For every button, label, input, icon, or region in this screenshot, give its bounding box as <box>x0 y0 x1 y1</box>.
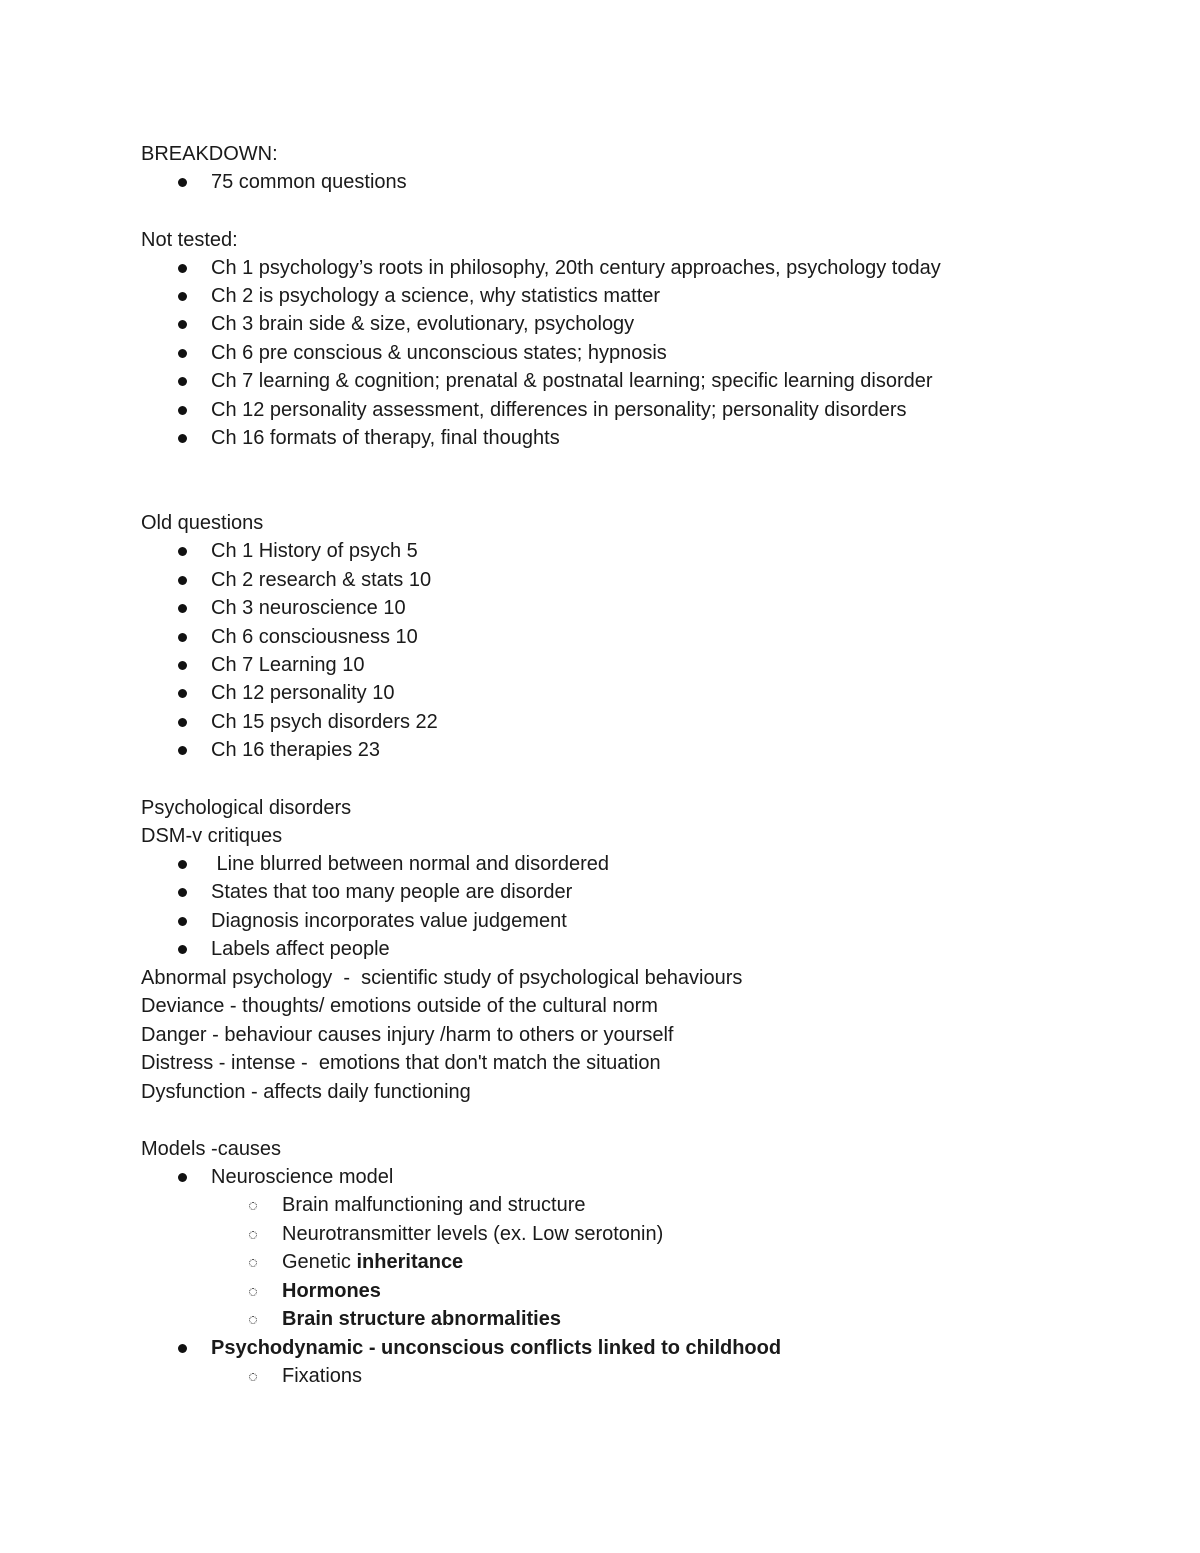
dsm-critiques-heading: DSM-v critiques <box>141 825 283 847</box>
hollow-bullet-icon <box>249 1231 257 1239</box>
list-item: Ch 7 Learning 10 <box>211 654 365 676</box>
sub-list-item: Brain structure abnormalities <box>282 1308 561 1330</box>
list-item: Neuroscience model <box>211 1166 394 1188</box>
list-item: Labels affect people <box>211 938 390 960</box>
bullet-icon <box>178 718 187 727</box>
list-item: Diagnosis incorporates value judgement <box>211 910 567 932</box>
sub-list-item <box>282 1248 463 1276</box>
list-item: Ch 12 personality assessment, differences in personality; personality disorders <box>211 399 907 421</box>
list-item: Psychodynamic - unconscious conflicts linked to childhood <box>211 1337 782 1359</box>
definition-line: Abnormal psychology - scientific study of psychological behaviours <box>141 967 743 989</box>
bullet-icon <box>178 377 187 386</box>
list-item: Ch 2 research & stats 10 <box>211 569 432 591</box>
bullet-icon <box>178 689 187 698</box>
bullet-icon <box>178 349 187 358</box>
bullet-icon <box>178 547 187 556</box>
sub-list-item: Neurotransmitter levels (ex. Low serotonin) <box>282 1223 664 1245</box>
list-item: Ch 3 neuroscience 10 <box>211 597 406 619</box>
not-tested-heading: Not tested: <box>141 229 238 251</box>
bullet-icon <box>178 406 187 415</box>
list-item: Ch 6 consciousness 10 <box>211 626 418 648</box>
list-item: Ch 12 personality 10 <box>211 682 395 704</box>
sub-list-item: Brain malfunctioning and structure <box>282 1194 586 1216</box>
hollow-bullet-icon <box>249 1202 257 1210</box>
list-item: Ch 1 History of psych 5 <box>211 540 418 562</box>
definition-line: Dysfunction - affects daily functioning <box>141 1081 471 1103</box>
bullet-icon <box>178 1173 187 1182</box>
bullet-icon <box>178 604 187 613</box>
breakdown-heading: BREAKDOWN: <box>141 143 278 165</box>
definition-line: Distress - intense - emotions that don't match the situation <box>141 1052 661 1074</box>
hollow-bullet-icon <box>249 1288 257 1296</box>
definition-line: Deviance - thoughts/ emotions outside of the cultural norm <box>141 995 658 1017</box>
bullet-icon <box>178 746 187 755</box>
list-item: Line blurred between normal and disordered <box>211 853 610 875</box>
bullet-icon <box>178 661 187 670</box>
bullet-icon <box>178 945 187 954</box>
hollow-bullet-icon <box>249 1373 257 1381</box>
bullet-icon <box>178 1344 187 1353</box>
list-item: States that too many people are disorder <box>211 881 573 903</box>
list-item: Ch 6 pre conscious & unconscious states; hypnosis <box>211 342 667 364</box>
list-item: Ch 15 psych disorders 22 <box>211 711 438 733</box>
bullet-icon <box>178 576 187 585</box>
bullet-icon <box>178 633 187 642</box>
sub-list-item: Hormones <box>282 1280 381 1302</box>
bullet-icon <box>178 917 187 926</box>
genetic-label: Genetic <box>282 1251 357 1273</box>
bullet-icon <box>178 320 187 329</box>
hollow-bullet-icon <box>249 1316 257 1324</box>
list-item: Ch 16 formats of therapy, final thoughts <box>211 427 560 449</box>
bullet-icon <box>178 434 187 443</box>
bullet-icon <box>178 178 187 187</box>
bullet-icon <box>178 888 187 897</box>
list-item: Ch 16 therapies 23 <box>211 739 381 761</box>
bullet-icon <box>178 860 187 869</box>
list-item: Ch 3 brain side & size, evolutionary, psychology <box>211 313 635 335</box>
list-item: Ch 2 is psychology a science, why statistics matter <box>211 285 661 307</box>
list-item: Ch 1 psychology’s roots in philosophy, 20th century approaches, psychology today <box>211 257 941 279</box>
list-item: Ch 7 learning & cognition; prenatal & postnatal learning; specific learning disorder <box>211 370 933 392</box>
sub-list-item: Fixations <box>282 1365 363 1387</box>
inheritance-label: inheritance <box>356 1251 464 1273</box>
bullet-icon <box>178 264 187 273</box>
definition-line: Danger - behaviour causes injury /harm to others or yourself <box>141 1024 674 1046</box>
models-heading: Models -causes <box>141 1138 282 1160</box>
bullet-icon <box>178 292 187 301</box>
old-questions-heading: Old questions <box>141 512 264 534</box>
disorders-heading: Psychological disorders <box>141 797 352 819</box>
hollow-bullet-icon <box>249 1259 257 1267</box>
list-item: 75 common questions <box>211 171 407 193</box>
